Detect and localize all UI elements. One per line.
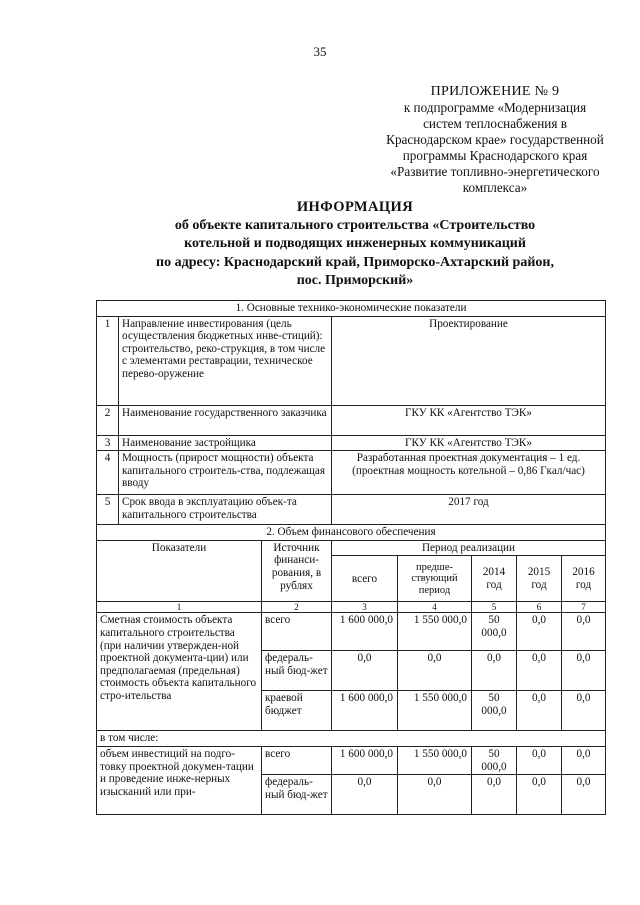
value-2015: 0,0 [517,691,562,731]
value-2015: 0,0 [517,613,562,651]
header-indicators: Показатели [97,540,262,602]
value-2016: 0,0 [562,613,606,651]
source-cell: краевой бюджет [262,691,332,731]
section2-title: 2. Объем финансового обеспечения [97,525,606,541]
section1-title: 1. Основные технико-экономические показатели [97,301,606,317]
appendix-line: «Развитие топливно-энергетического [390,164,600,179]
value-2014: 50 000,0 [472,746,517,774]
value-2015: 0,0 [517,746,562,774]
source-cell: федераль-ный бюд-жет [262,775,332,815]
info-line: об объекте капитального строительства «Строительство [174,217,536,233]
header-period: Период реализации [332,540,606,556]
header-row [97,540,606,556]
info-line: пос. Приморский» [296,273,414,288]
including-label: в том числе: [97,731,606,747]
appendix-line: Краснодарском крае» государственной [386,132,604,147]
header-previous: предше-ствующий период [398,556,472,602]
value-2015: 0,0 [517,775,562,815]
value-previous: 1 550 000,0 [398,613,472,651]
table-row [97,316,606,405]
column-number: 5 [472,602,517,613]
value-2016: 0,0 [562,691,606,731]
block2-label: объем инвестиций на подго-товку проектной докумен-тации и проведение инже-нерных изысканий или при- [97,746,262,814]
value-total: 0,0 [332,775,398,815]
value-previous: 0,0 [398,651,472,691]
row-label: Направление инвестирования (цель осуществления бюджетных инве-стиций): строительство, реко-струкция, в том числе с элементами реставрации, техническое перево-оружение [119,316,332,405]
column-number: 7 [562,602,606,613]
appendix-line: к подпрограмме «Модернизация [403,100,587,115]
row-number: 4 [97,451,119,495]
source-cell: федераль-ный бюд-жет [262,651,332,691]
table-row [97,451,606,495]
column-number: 1 [97,602,262,613]
header-2014: 2014 год [472,556,517,602]
table-row [97,435,606,451]
value-2016: 0,0 [562,746,606,774]
row-value: ГКУ КК «Агентство ТЭК» [332,435,606,451]
appendix-title: ПРИЛОЖЕНИЕ № 9 [430,84,560,99]
table-row [97,405,606,435]
row-number: 2 [97,405,119,435]
info-title: ИНФОРМАЦИЯ [296,199,414,215]
value-total: 1 600 000,0 [332,691,398,731]
row-label: Срок ввода в эксплуатацию объек-та капитального строительства [119,495,332,525]
value-2016: 0,0 [562,775,606,815]
header-total: всего [332,556,398,602]
value-total: 1 600 000,0 [332,613,398,651]
value-previous: 0,0 [398,775,472,815]
section2-title-row [97,525,606,541]
table-row [97,613,606,651]
appendix-header [360,84,630,196]
source-cell: всего [262,613,332,651]
value-previous: 1 550 000,0 [398,691,472,731]
column-number: 3 [332,602,398,613]
row-number: 5 [97,495,119,525]
header-2015: 2015 год [517,556,562,602]
block1-label: Сметная стоимость объекта капитального строительства (при наличии утвержден-ной проектной документа-ции) или предполагаемая (предельная) стоимость объекта капитального стро-ительства [97,613,262,731]
value-2014: 0,0 [472,775,517,815]
row-label: Наименование застройщика [119,435,332,451]
information-heading [120,198,590,291]
header-2016: 2016 год [562,556,606,602]
row-value: Разработанная проектная документация – 1 ед. (проектная мощность котельной – 0,86 Гкал/час) [332,451,606,495]
column-number: 4 [398,602,472,613]
value-2014: 50 000,0 [472,691,517,731]
row-number: 3 [97,435,119,451]
info-line: котельной и подводящих инженерных коммуникаций [184,236,526,251]
row-number: 1 [97,316,119,405]
appendix-line: систем теплоснабжения в [423,116,567,131]
row-value: ГКУ КК «Агентство ТЭК» [332,405,606,435]
value-total: 0,0 [332,651,398,691]
info-table [96,300,606,815]
table-row [97,495,606,525]
info-line: по адресу: Краснодарский край, Приморско-Ахтарский район, [156,254,554,270]
page-number: 35 [313,44,327,59]
header-source: Источник финанси-рования, в рублях [262,540,332,602]
value-2014: 0,0 [472,651,517,691]
column-number-row [97,602,606,613]
value-2014: 50 000,0 [472,613,517,651]
value-2015: 0,0 [517,651,562,691]
column-number: 2 [262,602,332,613]
value-previous: 1 550 000,0 [398,746,472,774]
row-label: Мощность (прирост мощности) объекта капитального строитель-ства, подлежащая вводу [119,451,332,495]
table-row [97,746,606,774]
column-number: 6 [517,602,562,613]
appendix-line: комплекса» [462,180,528,195]
row-value: Проектирование [332,316,606,405]
appendix-line: программы Краснодарского края [402,148,588,163]
section1-title-row [97,301,606,317]
table-row [97,731,606,747]
source-cell: всего [262,746,332,774]
row-label: Наименование государственного заказчика [119,405,332,435]
value-2016: 0,0 [562,651,606,691]
value-total: 1 600 000,0 [332,746,398,774]
row-value: 2017 год [332,495,606,525]
